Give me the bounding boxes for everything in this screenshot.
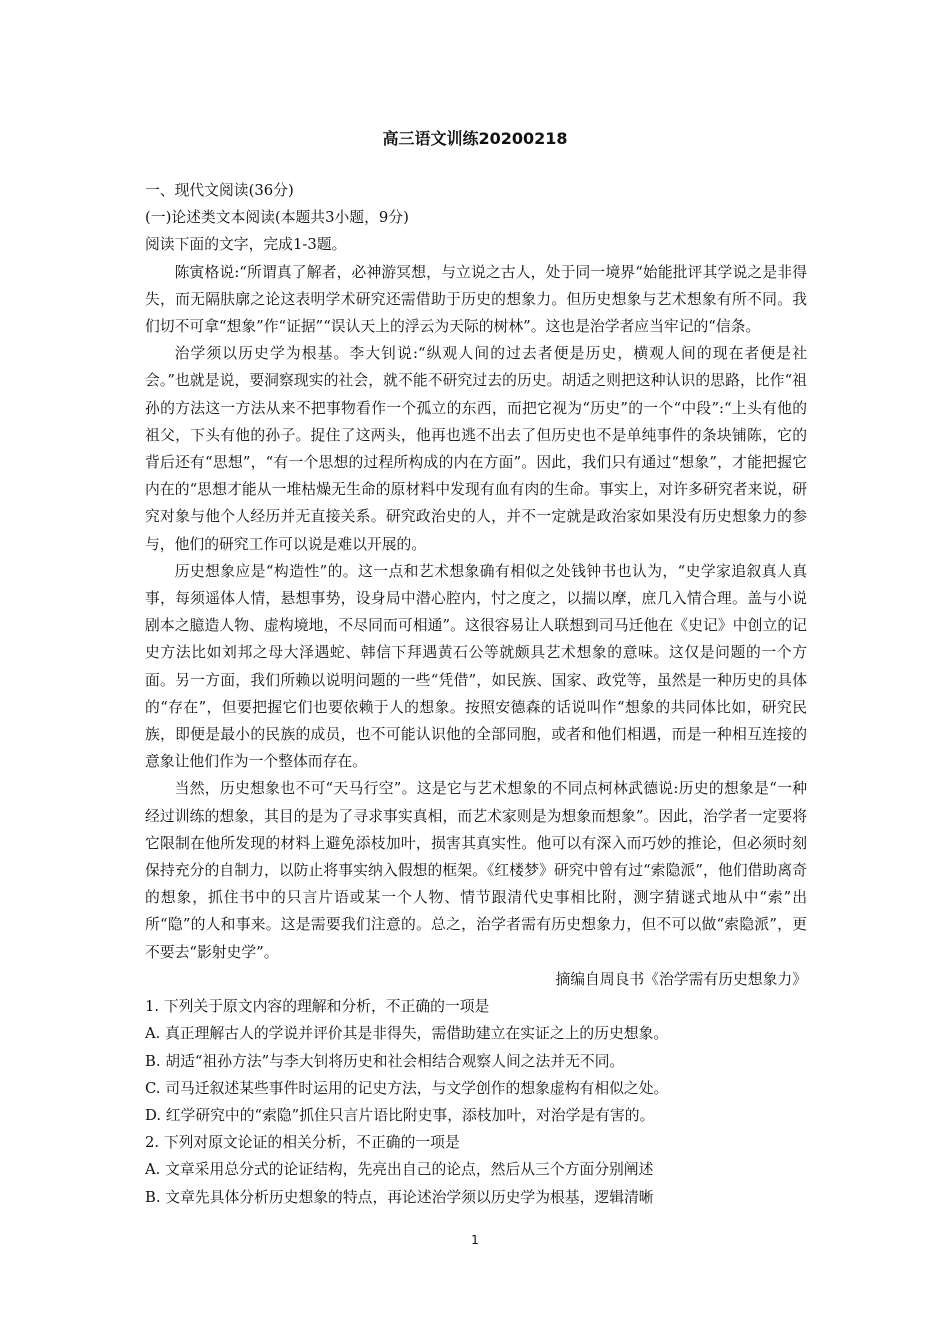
paragraph-2: 治学须以历史学为根基。李大钊说:“纵观人间的过去者便是历史，横观人间的现在者便是社会。”也就是说，要洞察现实的社会，就不能不研究过去的历史。胡适之则把这种认识的思路，比作“祖孙的方法这一方法从来不把事物看作一个孤立的东西，而把它视为“历史”的一个“中段”:“上头有他的祖父，下头有他的孙子。捉住了这两头，他再也逃不出去了但历史也不是单纯事件的条块铺陈，它的背后还有“思想”，“有一个思想的过程所构成的内在方面”。因此，我们只有通过“想象”，才能把握它内在的“思想才能从一堆枯燥无生命的原材料中发现有血有肉的生命。事实上，对许多研究者来说，研究对象与他个人经历并无直接关系。研究政治史的人，并不一定就是政治家如果没有历史想象力的参与，他们的研究工作可以说是难以开展的。 — [145, 345, 807, 553]
document-body — [145, 177, 807, 1211]
paragraph-4: 当然，历史想象也不可“天马行空”。这是它与艺术想象的不同点柯林武德说:历史的想象是“一种经过训练的想象，其目的是为了寻求事实真相，而艺术家则是为想象而想象”。因此，治学者一定要将它限制在他所发现的材料上避免添枝加叶，损害其真实性。他可以有深入而巧妙的推论，但必须时刻保持充分的自制力，以防止将事实纳入假想的框架。《红楼梦》研究中曾有过“索隐派”，他们借助离奇的想象，抓住书中的只言片语或某一个人物、情节跟清代史事相比附，测字猜谜式地从中“索”出所“隐”的人和事来。这是需要我们注意的。总之，治学者需有历史想象力，但不可以做“索隐派”，更不要去“影射史学”。 — [145, 780, 807, 961]
question-1-stem: 1. 下列关于原文内容的理解和分析，不正确的一项是 — [145, 998, 490, 1016]
paragraph-3: 历史想象应是“构造性”的。这一点和艺术想象确有相似之处钱钟书也认为，“史学家追叙真人真事，每须遥体人情，悬想事势，设身局中潜心腔内，忖之度之，以揣以摩，庶几入情合理。盖与小说剧本之臆造人物、虚构境地，不尽同而可相通”。这很容易让人联想到司马迁他在《史记》中创立的记史方法比如刘邦之母大泽遇蛇、韩信下拜遇黄石公等就颇具艺术想象的意味。这仅是问题的一个方面。另一方面，我们所赖以说明问题的一些“凭借”，如民族、国家、政党等，虽然是一种历史的具体的“存在”，但要把握它们也要依赖于人的想象。按照安德森的话说叫作“想象的共同体比如，研究民族，即便是最小的民族的成员，也不可能认识他的全部同胞，或者和他们相遇，而是一种相互连接的意象让他们作为一个整体而存在。 — [145, 562, 807, 771]
question-2-option-b: B. 文章先具体分析历史想象的特点，再论述治学须以历史学为根基，逻辑清晰 — [145, 1188, 654, 1206]
section-heading: 一、现代文阅读(36分) — [145, 182, 294, 199]
question-1-option-a: A. 真正理解古人的学说并评价其是非得失，需借助建立在实证之上的历史想象。 — [145, 1025, 669, 1043]
question-1-option-c: C. 司马迁叙述某些事件时运用的记史方法，与文学创作的想象虚构有相似之处。 — [145, 1079, 669, 1097]
question-1-option-d: D. 红学研究中的“索隐”抓住只言片语比附史事，添枝加叶，对治学是有害的。 — [145, 1106, 655, 1124]
question-2-stem: 2. 下列对原文论证的相关分析，不正确的一项是 — [145, 1134, 460, 1152]
reading-instruction: 阅读下面的文字，完成1-3题。 — [145, 236, 347, 254]
document-title: 高三语文训练20200218 — [382, 129, 568, 148]
source-citation: 摘编自周良书《治学需有历史想象力》 — [555, 970, 807, 988]
question-1-option-b: B. 胡适“祖孙方法”与李大钊将历史和社会相结合观察人间之法并无不同。 — [145, 1052, 625, 1070]
paragraph-1: 陈寅格说:“所谓真了解者，必神游冥想，与立说之古人，处于同一境界“始能批评其学说之是非得失，而无隔肤廓之论这表明学术研究还需借助于历史的想象力。但历史想象与艺术想象有所不同。我们切不可拿“想象”作“证据”“误认天上的浮云为天际的树林”。这也是治学者应当牢记的“信条。 — [145, 263, 807, 336]
subsection-heading: (一)论述类文本阅读(本题共3小题，9分) — [145, 209, 409, 227]
page-number: 1 — [471, 1233, 479, 1247]
question-2-option-a: A. 文章采用总分式的论证结构，先亮出自己的论点，然后从三个方面分别阐述 — [145, 1161, 654, 1179]
